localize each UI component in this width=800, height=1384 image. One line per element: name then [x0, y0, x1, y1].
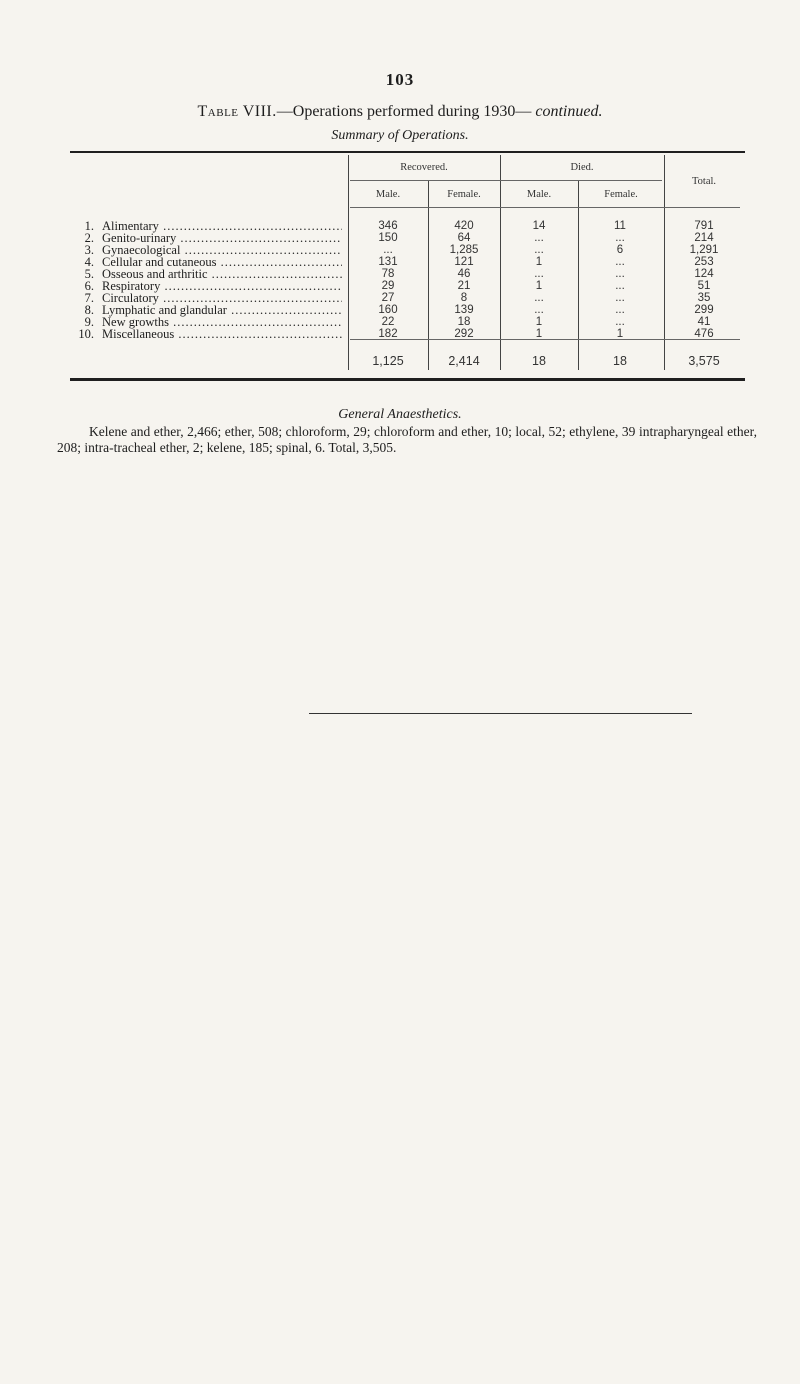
cell-total: 41 [697, 316, 711, 328]
row-label: Miscellaneous ..... [102, 328, 342, 341]
cell-recovered-female: 46 [457, 268, 471, 280]
row-number: 1. [84, 219, 94, 233]
row-label: Respiratory ..... [102, 280, 342, 293]
footer-rule [309, 713, 692, 714]
cell-recovered-female: 139 [454, 304, 474, 316]
total-died-male: 18 [532, 354, 546, 368]
row-number: 9. [84, 315, 94, 329]
cell-recovered-male: ... [383, 244, 393, 256]
cell-recovered-male: 27 [381, 292, 395, 304]
header-recovered: Recovered. [400, 162, 448, 173]
table-subtitle: Summary of Operations. [331, 128, 469, 143]
cell-recovered-female: 1,285 [449, 244, 479, 256]
cell-recovered-male: 131 [378, 256, 398, 268]
table-title-text: —Operations performed during 1930— [276, 103, 532, 120]
cell-died-male: 1 [535, 316, 543, 328]
cell-total: 124 [694, 268, 714, 280]
cell-died-female: ... [615, 280, 625, 292]
cell-total: 791 [694, 220, 714, 232]
table-title [0, 103, 800, 121]
row-number: 7. [84, 291, 94, 305]
cell-died-male: ... [534, 292, 544, 304]
cell-died-female: ... [615, 268, 625, 280]
anaesthetics-heading: General Anaesthetics. [338, 407, 462, 422]
cell-died-female: 1 [616, 328, 624, 340]
cell-recovered-male: 182 [378, 328, 398, 340]
cell-recovered-female: 8 [460, 292, 468, 304]
cell-died-male: ... [534, 304, 544, 316]
cell-died-male: ... [534, 244, 544, 256]
row-label: New growths ..... [102, 316, 342, 329]
cell-recovered-male: 346 [378, 220, 398, 232]
cell-died-female: ... [615, 292, 625, 304]
cell-died-female: ... [615, 316, 625, 328]
total-died-female: 18 [613, 354, 627, 368]
row-label: Gynaecological ..... [102, 244, 342, 257]
cell-died-female: 6 [616, 244, 624, 256]
cell-total: 476 [694, 328, 714, 340]
total-recovered-female: 2,414 [448, 354, 480, 368]
anaesthetics-paragraph: Kelene and ether, 2,466; ether, 508; chloroform, 29; chloroform and ether, 10; local, 52; ethylene, 39 intrapharyngeal ether, 208; intra-tracheal ether, 2; kelene, 185; spinal, 6. Total, 3,505. [57, 424, 757, 455]
cell-total: 1,291 [689, 244, 719, 256]
total-recovered-male: 1,125 [372, 354, 404, 368]
cell-recovered-male: 29 [381, 280, 395, 292]
cell-total: 253 [694, 256, 714, 268]
cell-recovered-female: 121 [454, 256, 474, 268]
cell-died-male: ... [534, 268, 544, 280]
cell-recovered-female: 420 [454, 220, 474, 232]
cell-recovered-female: 64 [457, 232, 471, 244]
table-top-rule [70, 151, 745, 153]
header-recovered-female: Female. [447, 189, 481, 200]
header-total: Total. [691, 176, 717, 187]
row-number: 5. [84, 267, 94, 281]
table-title-lead: Table VIII. [197, 103, 277, 120]
cell-died-male: 1 [535, 256, 543, 268]
cell-died-male: ... [534, 232, 544, 244]
cell-died-female: 11 [614, 220, 626, 232]
row-number: 6. [84, 279, 94, 293]
cell-total: 299 [694, 304, 714, 316]
cell-recovered-female: 292 [454, 328, 474, 340]
row-number: 8. [84, 303, 94, 317]
row-label: Circulatory ..... [102, 292, 342, 305]
header-died: Died. [570, 162, 594, 173]
cell-died-female: ... [615, 256, 625, 268]
table-bottom-rule [70, 378, 745, 381]
cell-recovered-male: 78 [381, 268, 395, 280]
row-number: 10. [78, 327, 94, 341]
cell-total: 35 [697, 292, 711, 304]
row-number: 3. [84, 243, 94, 257]
header-subrule [350, 180, 662, 181]
row-number: 2. [84, 231, 94, 245]
row-label: Osseous and arthritic ..... [102, 268, 342, 281]
row-label: Alimentary ..... [102, 220, 342, 233]
page-number: 103 [385, 70, 415, 89]
cell-died-female: ... [615, 232, 625, 244]
grand-total: 3,575 [688, 354, 720, 368]
row-label: Cellular and cutaneous ..... [102, 256, 342, 269]
cell-died-male: 1 [535, 280, 543, 292]
cell-total: 51 [697, 280, 711, 292]
cell-total: 214 [694, 232, 714, 244]
row-label: Lymphatic and glandular ..... [102, 304, 342, 317]
cell-recovered-male: 150 [378, 232, 398, 244]
header-bottom-rule [350, 207, 740, 208]
cell-died-male: 14 [532, 220, 546, 232]
table-title-continued: continued. [535, 103, 603, 120]
header-recovered-male: Male. [375, 189, 401, 200]
row-label: Genito-urinary ..... [102, 232, 342, 245]
header-died-male: Male. [526, 189, 552, 200]
cell-recovered-female: 18 [457, 316, 471, 328]
cell-recovered-male: 160 [378, 304, 398, 316]
header-died-female: Female. [604, 189, 638, 200]
cell-died-male: 1 [535, 328, 543, 340]
cell-recovered-female: 21 [457, 280, 471, 292]
cell-recovered-male: 22 [381, 316, 395, 328]
cell-died-female: ... [615, 304, 625, 316]
row-number: 4. [84, 255, 94, 269]
